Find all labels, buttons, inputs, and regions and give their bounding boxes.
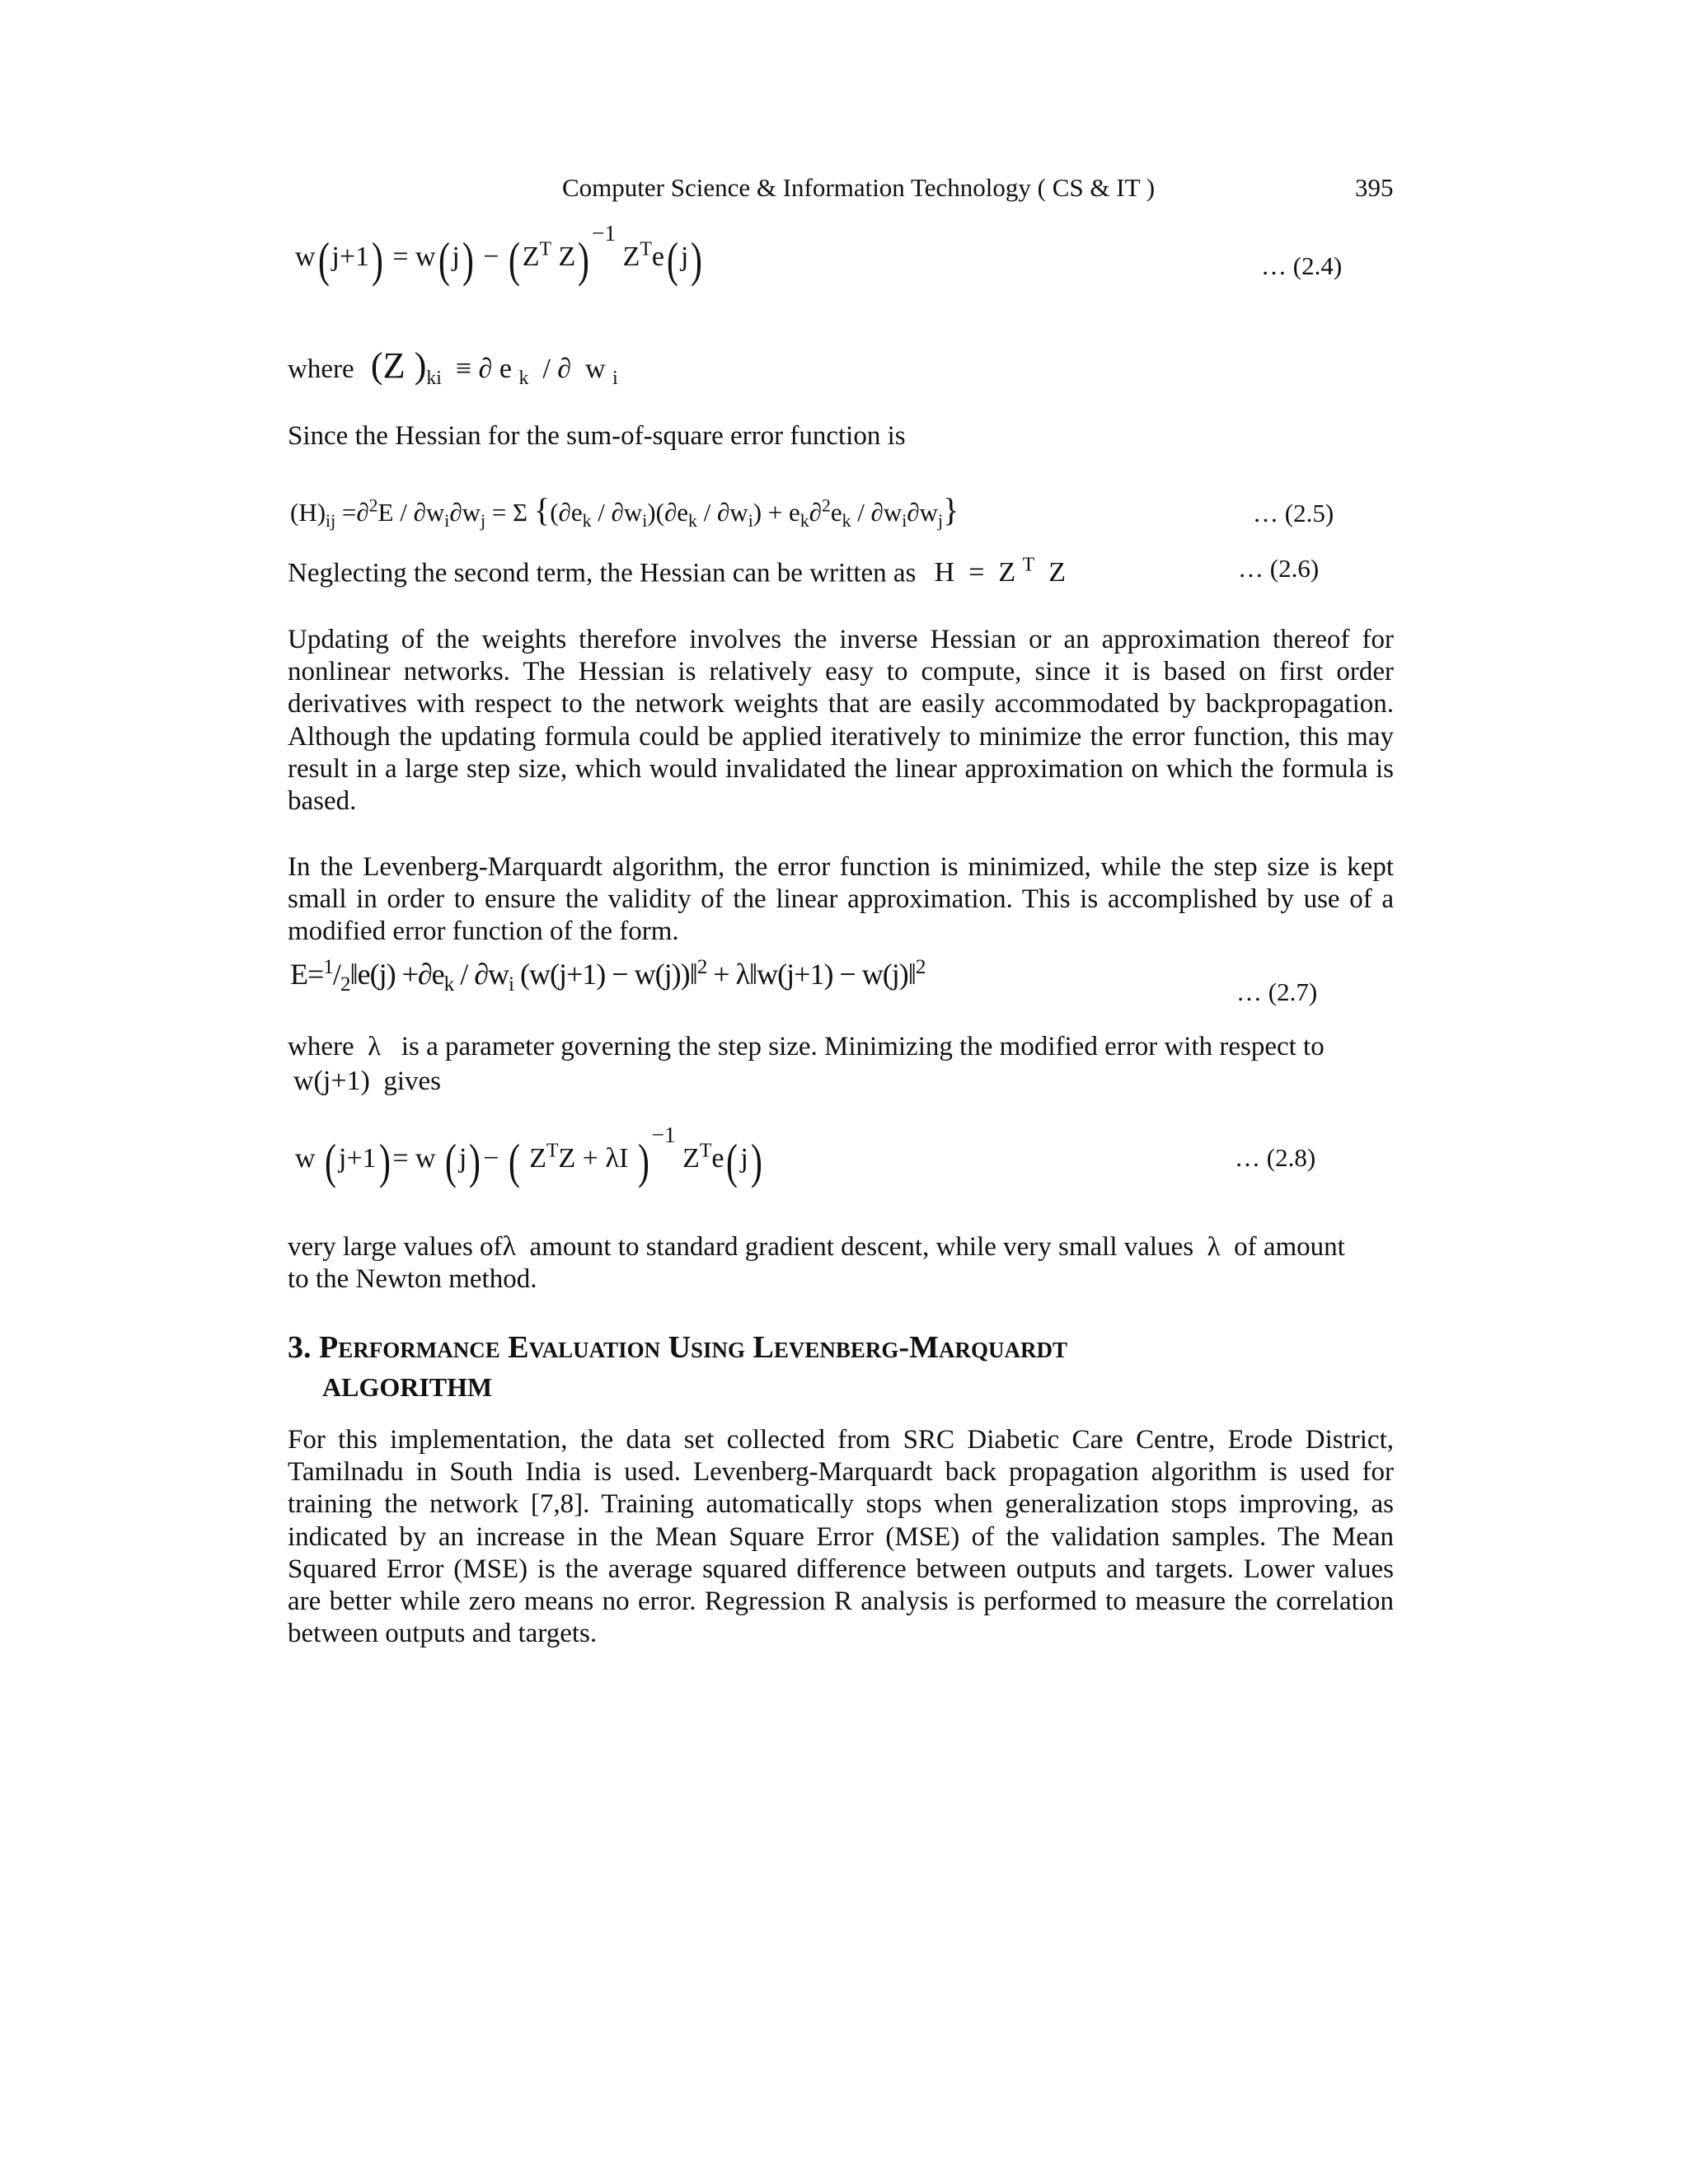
paragraph-lambda-effect-line1: very large values ofλ amount to standard gradient descent, while very small values λ of amount (288, 1231, 1345, 1262)
paragraph-levenberg-marquardt: In the Levenberg-Marquardt algorithm, the error function is minimized, while the step size is kept small in order to ensure the validity of the linear approximation. This is accomplished by use of a modified error function of the form. (288, 852, 1394, 947)
paragraph-updating-weights: Updating of the weights therefore involves the inverse Hessian or an approximation thereof for nonlinear networks. The Hessian is relatively easy to compute, since it is based on first order derivatives with respect to the network weights that are easily accommodated by backpropagation. Although the updating formula could be applied iteratively to minimize the error function, this may result in a large step size, which would invalidated the linear approximation on which the formula is based. (288, 625, 1394, 817)
paragraph-implementation: For this implementation, the data set collected from SRC Diabetic Care Centre, Erode District, Tamilnadu in South India is used. Levenberg-Marquardt back propagation algorithm is used for training the network [7,8]. Training automatically stops when generalization stops improving, as indicated by an increase in the Mean Square Error (MSE) of the validation samples. The Mean Squared Error (MSE) is the average squared difference between outputs and targets. Lower values are better while zero means no error. Regression R analysis is performed to measure the correlation between outputs and targets. (288, 1425, 1394, 1649)
section-title-line2: ALGORITHM (322, 1372, 493, 1402)
where-z-definition: where (Z )$_{ki}$ ≡ ∂ e $_k$ / ∂ w $_i$ (288, 345, 618, 389)
section-title-line1: Performance Evaluation Using Levenberg-Marquardt (319, 1330, 1067, 1365)
paragraph-lambda-effect-line2: to the Newton method. (288, 1264, 537, 1294)
page-number: 395 (1355, 173, 1394, 202)
running-title: Computer Science & Information Technology ( CS & IT ) (562, 173, 1156, 202)
equation-number-2-8: … (2.8) (1235, 1143, 1316, 1172)
section-heading (288, 1329, 1067, 1366)
equation-number-2-5: … (2.5) (1253, 499, 1334, 527)
equation-2-5: $(H)_{ij} =\partial^2E / \partial w_i\partial w_j = \Sigma$ $\{(\partial e_k / \partial w_i)(\partial e_k / \partial w_i) + e_k\partial^2e_k / \partial w_i\partial w_j\}$ (290, 491, 959, 532)
hessian-intro-text: Since the Hessian for the sum-of-square error function is (288, 421, 906, 451)
lambda-definition-line: where λ is a parameter governing the step size. Minimizing the modified error with respect to (288, 1032, 1325, 1062)
equation-2-6-line: Neglecting the second term, the Hessian can be written as H = Z $^T$ Z (288, 555, 1066, 588)
equation-2-8: w (j+1)= w (j)− ( $Z^TZ + \lambda I$ ) $^{-1}$ $Z^Te(j)$ (295, 1122, 762, 1188)
equation-2-7: $E=^1/_2‖e(j) +\partial e_k / \partial w_i$ (w(j+1) − w(j))‖$^2$ + λ‖w(j+1) − w(j)‖$^2$ (290, 956, 926, 996)
w-j-plus-1-gives: w(j+1) gives (293, 1066, 441, 1096)
equation-number-2-4: … (2.4) (1261, 251, 1343, 280)
equation-number-2-6: … (2.6) (1238, 554, 1320, 583)
equation-2-4: $w(j+1) = w(j) - (Z^T$ Z) $^{-1}$ $Z^Te(j)$ (295, 221, 703, 287)
section-number: 3. (288, 1330, 312, 1365)
equation-number-2-7: … (2.7) (1236, 977, 1318, 1006)
